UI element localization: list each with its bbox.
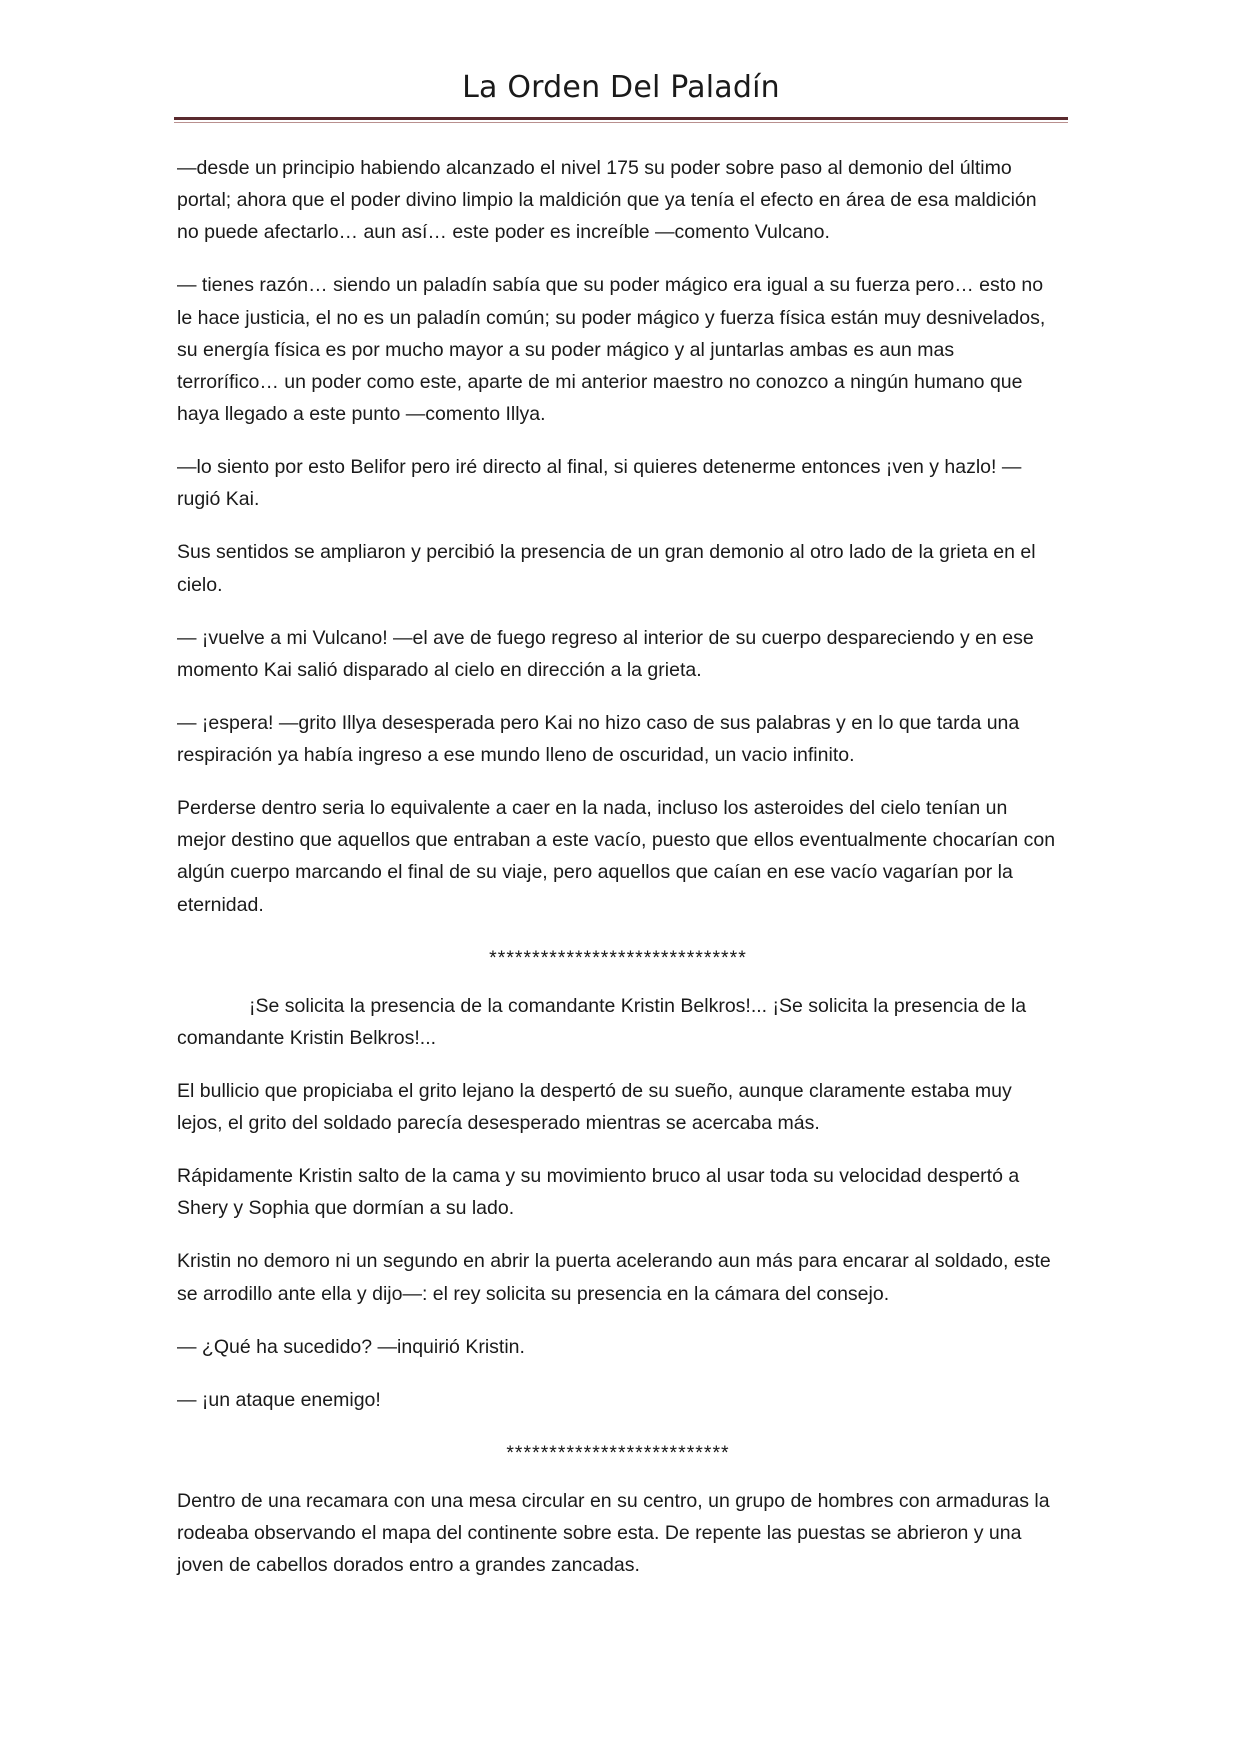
- paragraph: Dentro de una recamara con una mesa circular en su centro, un grupo de hombres con armaduras la rodeaba observando el mapa del continente sobre esta. De repente las puestas se abrieron y una joven de cabellos dorados entro a grandes zancadas.: [177, 1489, 1050, 1577]
- header-rule: [174, 117, 1068, 120]
- paragraph: Kristin no demoro ni un segundo en abrir la puerta acelerando aun más para encarar al soldado, este se arrodillo ante ella y dijo—: el rey solicita su presencia en la cámara del consejo.: [177, 1250, 1051, 1305]
- scene-separator: **************************: [506, 1441, 730, 1464]
- body-text: [177, 152, 1059, 1602]
- page-header-title: La Orden Del Paladín: [462, 70, 780, 105]
- paragraph: — ¡un ataque enemigo!: [177, 1388, 381, 1411]
- paragraph: Rápidamente Kristin salto de la cama y su movimiento bruco al usar toda su velocidad despertó a Shery y Sophia que dormían a su lado.: [177, 1165, 1020, 1220]
- scene-separator: ******************************: [489, 946, 747, 969]
- paragraph: Sus sentidos se ampliaron y percibió la presencia de un gran demonio al otro lado de la grieta en el cielo.: [177, 541, 1036, 596]
- paragraph: —lo siento por esto Belifor pero iré directo al final, si quieres detenerme entonces ¡ven y hazlo! —rugió Kai.: [177, 456, 1022, 511]
- paragraph: El bullicio que propiciaba el grito lejano la despertó de su sueño, aunque claramente estaba muy lejos, el grito del soldado parecía desesperado mientras se acercaba más.: [177, 1080, 1012, 1135]
- paragraph: — ¿Qué ha sucedido? —inquirió Kristin.: [177, 1335, 525, 1358]
- paragraph: — ¡espera! —grito Illya desesperada pero Kai no hizo caso de sus palabras y en lo que tarda una respiración ya había ingreso a ese mundo lleno de oscuridad, un vacio infinito.: [177, 711, 1020, 767]
- paragraph: Perderse dentro seria lo equivalente a caer en la nada, incluso los asteroides del cielo tenían un mejor destino que aquellos que entraban a este vacío, puesto que ellos eventualmente chocarían con algún cuerpo marcando el final de su viaje, pero aquellos que caían en ese vacío vagarían por la eternidad.: [177, 797, 1056, 916]
- paragraph: — ¡vuelve a mi Vulcano! —el ave de fuego regreso al interior de su cuerpo despareciendo y en ese momento Kai salió disparado al cielo en dirección a la grieta.: [177, 626, 1034, 681]
- paragraph: —desde un principio habiendo alcanzado el nivel 175 su poder sobre paso al demonio del último portal; ahora que el poder divino limpio la maldición que ya tenía el efecto en área de esa maldición no puede afectarlo… aun así… este poder es increíble —comento Vulcano.: [177, 157, 1037, 244]
- paragraph: — tienes razón… siendo un paladín sabía que su poder mágico era igual a su fuerza pero… esto no le hace justicia, el no es un paladín común; su poder mágico y fuerza física están muy desnivelados, su energía física es por mucho mayor a su poder mágico y al juntarlas ambas es aun mas terrorífico… un poder como este, aparte de mi anterior maestro no conozco a ningún humano que haya llegado a este punto —comento Illya.: [177, 274, 1046, 426]
- header-rule-thin: [174, 122, 1068, 123]
- paragraph: ¡Se solicita la presencia de la comandante Kristin Belkros!... ¡Se solicita la presencia de la comandante Kristin Belkros!...: [177, 994, 1027, 1050]
